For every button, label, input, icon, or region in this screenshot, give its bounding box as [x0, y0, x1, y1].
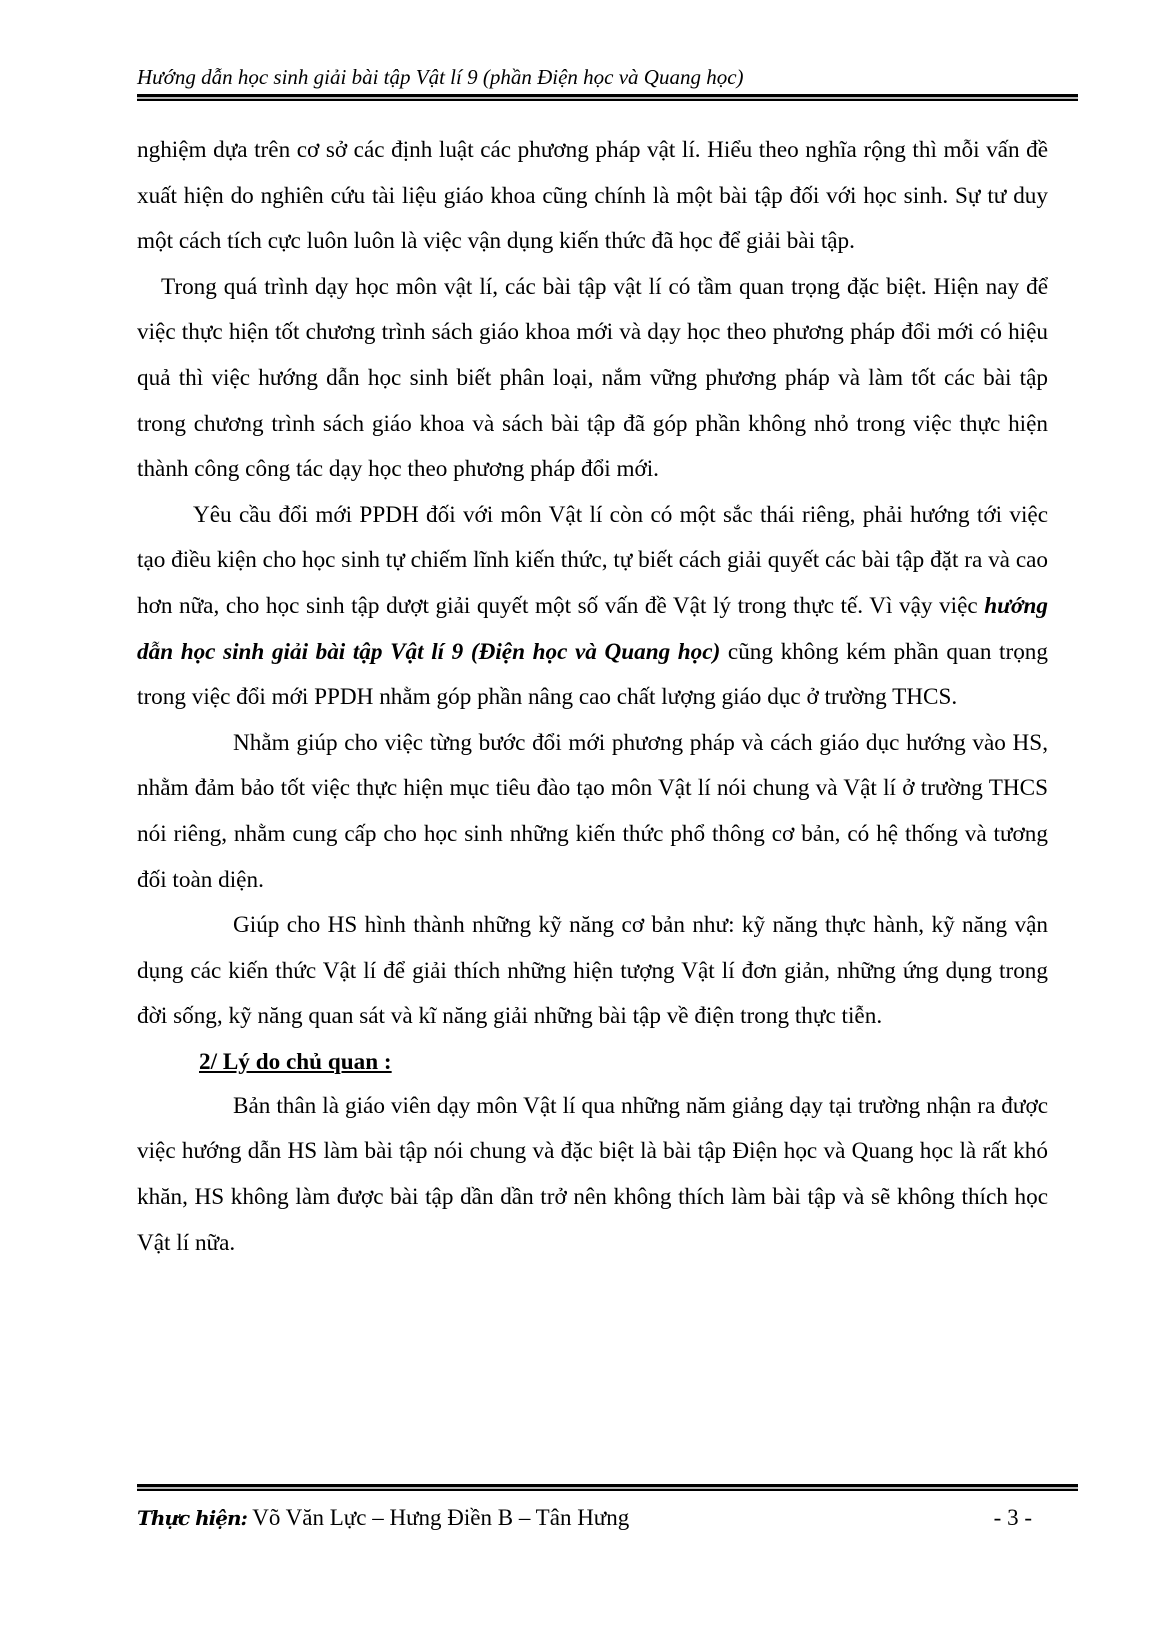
- page-footer: [137, 1503, 1032, 1533]
- header-rule: [137, 94, 1078, 101]
- emphasis-text: hướng dẫn học sinh giải bài tập Vật lí 9 (Điện học và Quang học): [137, 592, 1048, 665]
- paragraph: Bản thân là giáo viên dạy môn Vật lí qua những năm giảng dạy tại trường nhận ra được việc hướng dẫn HS làm bài tập nói chung và đặc biệt là bài tập Điện học và Quang học là rất khó khăn, HS không làm được bài tập dần dần trở nên không thích làm bài tập và sẽ không thích học Vật lí nữa.: [137, 1092, 1048, 1256]
- document-body: [137, 128, 1048, 1266]
- section-heading-text: 2/ Lý do chủ quan :: [199, 1048, 392, 1075]
- section-heading: [137, 1040, 1048, 1084]
- footer-rule: [137, 1484, 1078, 1491]
- paragraph: Nhằm giúp cho việc từng bước đổi mới phương pháp và cách giáo dục hướng vào HS, nhằm đảm bảo tốt việc thực hiện mục tiêu đào tạo môn Vật lí nói chung và Vật lí ở trường THCS nói riêng, nhằm cung cấp cho học sinh những kiến thức phổ thông cơ bản, có hệ thống và tương đối toàn diện.: [137, 729, 1048, 893]
- paragraph-text: cũng không kém phần quan trọng trong việc đổi mới PPDH nhằm góp phần nâng cao chất lượng giáo dục ở trường THCS.: [137, 638, 1048, 711]
- paragraph-text: Yêu cầu đổi mới PPDH đối với môn Vật lí còn có một sắc thái riêng, phải hướng tới việc tạo điều kiện cho học sinh tự chiếm lĩnh kiến thức, tự biết cách giải quyết các bài tập đặt ra và cao hơn nữa, cho học sinh tập dượt giải quyết một số vấn đề Vật lý trong thực tế. Vì vậy việc: [137, 501, 1048, 619]
- paragraph: Giúp cho HS hình thành những kỹ năng cơ bản như: kỹ năng thực hành, kỹ năng vận dụng các kiến thức Vật lí để giải thích những hiện tượng Vật lí đơn giản, những ứng dụng trong đời sống, kỹ năng quan sát và kĩ năng giải những bài tập về điện trong thực tiễn.: [137, 912, 1048, 1030]
- footer-author: Võ Văn Lực – Hưng Điền B – Tân Hưng: [246, 1505, 630, 1530]
- page-header: [137, 64, 1078, 90]
- paragraph: [137, 493, 1048, 721]
- footer-label: Thực hiện:: [137, 1506, 247, 1530]
- paragraph: nghiệm dựa trên cơ sở các định luật các phương pháp vật lí. Hiểu theo nghĩa rộng thì mỗi vấn đề xuất hiện do nghiên cứu tài liệu giáo khoa cũng chính là một bài tập đối với học sinh. Sự tư duy một cách tích cực luôn luôn là việc vận dụng kiến thức đã học để giải bài tập.: [137, 137, 1048, 255]
- header-title: Hướng dẫn học sinh giải bài tập Vật lí 9 (phần Điện học và Quang học): [137, 65, 744, 89]
- paragraph: Trong quá trình dạy học môn vật lí, các bài tập vật lí có tầm quan trọng đặc biệt. Hiện nay để việc thực hiện tốt chương trình sách giáo khoa mới và dạy học theo phương pháp đổi mới có hiệu quả thì việc hướng dẫn học sinh biết phân loại, nắm vững phương pháp và làm tốt các bài tập trong chương trình sách giáo khoa và sách bài tập đã góp phần không nhỏ trong việc thực hiện thành công công tác dạy học theo phương pháp đổi mới.: [137, 273, 1048, 483]
- page-number: - 3 -: [993, 1505, 1032, 1530]
